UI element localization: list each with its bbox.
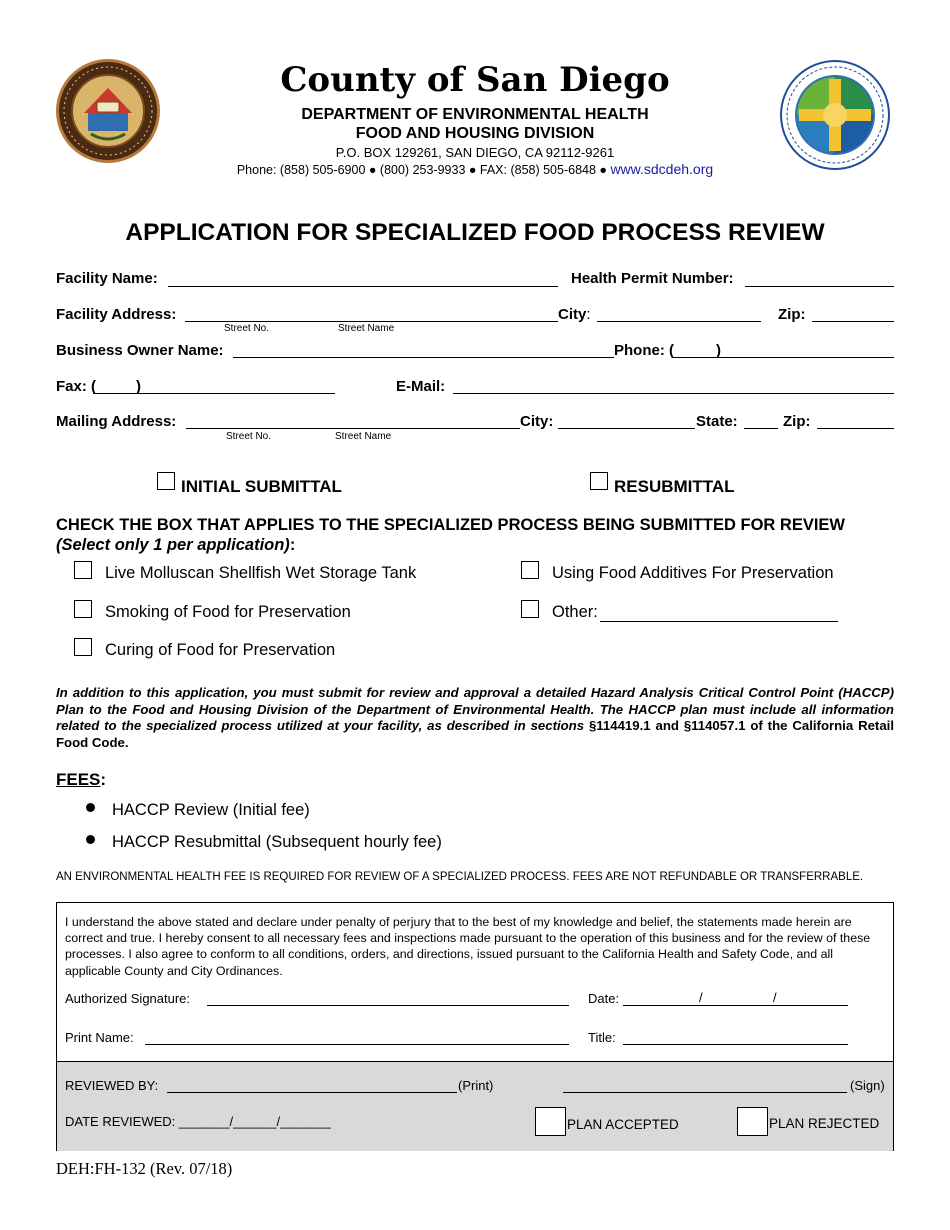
form-number: DEH:FH-132 (Rev. 07/18) (56, 1159, 233, 1178)
declaration-text: I understand the above stated and declare under penalty of perjury that to the best of my knowledge and belief, the statements made herein are correct and true. I hereby consent to all necessary fees and inspections made pursuant to the operation of this business and for the review of these processes. I also agree to conform to all conditions, orders, and directions, issued pursuant to the California Health and Safety Code, and all applicable County and City Ordinances. (65, 915, 871, 978)
initial-submittal-checkbox[interactable] (157, 472, 175, 490)
option-smoking-label: Smoking of Food for Preservation (105, 603, 351, 621)
county-name: County of San Diego (280, 60, 670, 100)
title-label: Title: (588, 1030, 616, 1045)
option-smoking-checkbox[interactable] (74, 600, 92, 618)
email-label: E-Mail: (396, 378, 446, 395)
date-reviewed-label: DATE REVIEWED: _______/______/_______ (65, 1114, 331, 1129)
mailing-address-label: Mailing Address: (56, 413, 177, 430)
fees-heading-colon: : (100, 770, 107, 789)
reviewer-sign-field[interactable] (563, 1092, 847, 1093)
department-name: DEPARTMENT OF ENVIRONMENTAL HEALTH (301, 106, 649, 123)
declaration-box (56, 902, 894, 1151)
option-other-checkbox[interactable] (521, 600, 539, 618)
fax-paren-close: ) (136, 378, 141, 395)
plan-rejected-label: PLAN REJECTED (769, 1116, 880, 1131)
city-label-text: City (558, 306, 587, 323)
street-name-caption: Street Name (338, 323, 395, 334)
phone-fax-text: Phone: (858) 505-6900 ● (800) 253-9933 ● FAX: (858) 505-6848 ● (236, 163, 611, 177)
process-subheading-colon: : (289, 536, 296, 554)
mail-street-no-caption: Street No. (226, 431, 272, 442)
business-owner-field[interactable] (233, 357, 614, 358)
fee-note: AN ENVIRONMENTAL HEALTH FEE IS REQUIRED FOR REVIEW OF A SPECIALIZED PROCESS. FEES ARE NOT REFUNDABLE OR TRANSFERRABLE. (56, 871, 864, 883)
fee-item: HACCP Resubmittal (Subsequent hourly fee) (112, 833, 442, 851)
email-field[interactable] (453, 393, 894, 394)
mailing-box: P.O. BOX 129261, SAN DIEGO, CA 92112-9261 (335, 145, 615, 160)
process-heading: CHECK THE BOX THAT APPLIES TO THE SPECIALIZED PROCESS BEING SUBMITTED FOR REVIEW (56, 516, 846, 534)
signature-field[interactable] (207, 1005, 569, 1006)
plan-rejected-checkbox[interactable] (737, 1107, 768, 1136)
option-additives-checkbox[interactable] (521, 561, 539, 579)
mail-street-name-caption: Street Name (335, 431, 392, 442)
date-label: Date: (588, 991, 620, 1006)
print-caption: (Print) (458, 1078, 494, 1093)
signature-label: Authorized Signature: (65, 991, 191, 1006)
phone-field[interactable] (672, 357, 894, 358)
fax-field[interactable] (93, 393, 335, 394)
bullet-icon (86, 803, 95, 812)
resubmittal-checkbox[interactable] (590, 472, 608, 490)
reviewed-by-field[interactable] (167, 1092, 457, 1093)
option-shellfish-label: Live Molluscan Shellfish Wet Storage Tank (105, 564, 417, 582)
facility-address-label: Facility Address: (56, 306, 177, 323)
phone-label: Phone: ( (614, 342, 674, 359)
facility-address-field[interactable] (185, 321, 558, 322)
state-label: State: (696, 413, 738, 430)
plan-accepted-checkbox[interactable] (535, 1107, 566, 1136)
bullet-icon (86, 835, 95, 844)
mail-city-label: City: (520, 413, 554, 430)
plan-accepted-label: PLAN ACCEPTED (567, 1117, 679, 1132)
street-no-caption: Street No. (224, 323, 270, 334)
reviewed-by-label: REVIEWED BY: (65, 1078, 159, 1093)
title-field[interactable] (623, 1044, 848, 1045)
option-curing-checkbox[interactable] (74, 638, 92, 656)
haccp-notice-code: §114419.1 and §114057.1 of the California Retail Food Code. (56, 718, 894, 750)
division-name: FOOD AND HOUSING DIVISION (355, 125, 595, 142)
haccp-notice (56, 685, 894, 751)
print-name-label: Print Name: (65, 1030, 134, 1045)
facility-name-field[interactable] (168, 286, 558, 287)
phone-paren-close: ) (716, 342, 721, 359)
review-section (57, 1061, 893, 1151)
option-other-label: Other: (552, 603, 598, 621)
mailing-address-field[interactable] (186, 428, 520, 429)
option-curing-label: Curing of Food for Preservation (105, 641, 336, 659)
option-additives-label: Using Food Additives For Preservation (552, 564, 834, 582)
date-slash: / (773, 990, 777, 1005)
option-shellfish-checkbox[interactable] (74, 561, 92, 579)
city-field[interactable] (597, 321, 761, 322)
option-other-field[interactable] (600, 621, 838, 622)
fax-label: Fax: ( (56, 378, 97, 395)
city-label (558, 306, 591, 323)
facility-name-label: Facility Name: (56, 270, 158, 287)
mail-city-field[interactable] (558, 428, 695, 429)
state-field[interactable] (744, 428, 778, 429)
deh-seal-right (775, 58, 895, 173)
fees-heading (56, 770, 106, 790)
form-title: APPLICATION FOR SPECIALIZED FOOD PROCESS REVIEW (125, 219, 825, 246)
website-link[interactable]: www.sdcdeh.org (610, 161, 714, 177)
mail-zip-field[interactable] (817, 428, 894, 429)
fees-heading-text: FEES (56, 770, 101, 789)
sign-caption: (Sign) (850, 1078, 885, 1093)
date-slash: / (699, 990, 703, 1005)
mail-zip-label: Zip: (783, 413, 811, 430)
health-permit-label: Health Permit Number: (571, 270, 734, 287)
haccp-notice-italic: In addition to this application, you must submit for review and approval a detailed Hazard Analysis Critical Control Point (HACCP) Plan to the Food and Housing Division of the Department of Environmental Health. The HACCP plan must include all information related to the specialized process utilized at your facility, as described in sections (56, 685, 894, 733)
city-label-colon: : (586, 306, 591, 323)
print-name-field[interactable] (145, 1044, 569, 1045)
initial-submittal-label: INITIAL SUBMITTAL (181, 477, 342, 496)
process-subheading (56, 536, 295, 555)
business-owner-label: Business Owner Name: (56, 342, 224, 359)
date-field[interactable] (623, 1005, 848, 1006)
resubmittal-label: RESUBMITTAL (614, 477, 735, 496)
process-subheading-text: (Select only 1 per application) (56, 536, 290, 554)
health-permit-field[interactable] (745, 286, 894, 287)
fee-item: HACCP Review (Initial fee) (112, 801, 310, 819)
zip-field[interactable] (812, 321, 894, 322)
zip-label: Zip: (778, 306, 806, 323)
